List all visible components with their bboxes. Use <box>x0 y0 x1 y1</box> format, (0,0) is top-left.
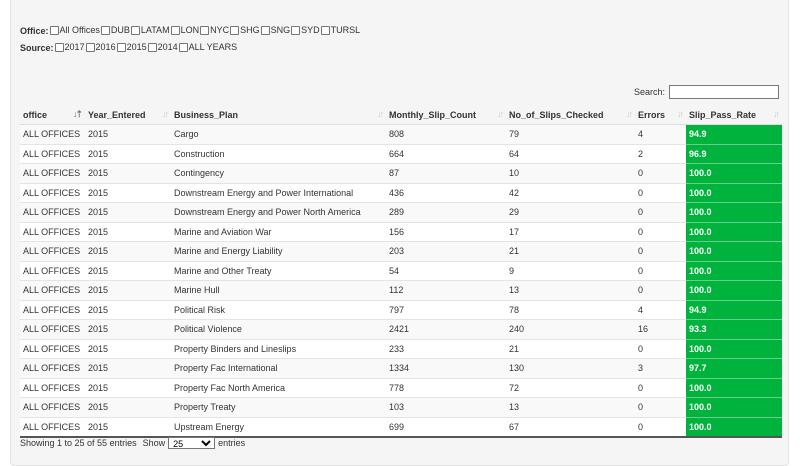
cell-office: ALL OFFICES <box>20 398 85 418</box>
cell-slip-pass-rate: 97.7 <box>686 359 782 379</box>
cell-no-of-slips-checked: 42 <box>506 183 635 203</box>
cell-monthly-slip-count: 203 <box>386 242 506 262</box>
source-option-2015[interactable] <box>117 42 147 52</box>
checkbox-icon[interactable] <box>321 26 330 35</box>
cell-monthly-slip-count: 808 <box>386 125 506 145</box>
cell-no-of-slips-checked: 240 <box>506 320 635 340</box>
table-row <box>20 144 782 164</box>
table-header-row <box>20 105 782 125</box>
cell-no-of-slips-checked: 130 <box>506 359 635 379</box>
cell-monthly-slip-count: 87 <box>386 164 506 184</box>
cell-office: ALL OFFICES <box>20 222 85 242</box>
column-header-label: Business_Plan <box>174 109 239 120</box>
checkbox-icon[interactable] <box>86 43 95 52</box>
source-option-label: 2014 <box>157 42 178 52</box>
office-option-tursl[interactable] <box>321 25 361 35</box>
cell-year-entered: 2015 <box>85 359 171 379</box>
cell-errors: 0 <box>635 339 686 359</box>
office-option-nyc[interactable] <box>200 25 229 35</box>
checkbox-icon[interactable] <box>230 26 239 35</box>
cell-slip-pass-rate: 100.0 <box>686 183 782 203</box>
table-row <box>20 281 782 301</box>
cell-business-plan: Political Violence <box>171 320 386 340</box>
source-filter <box>20 42 238 54</box>
cell-errors: 0 <box>635 242 686 262</box>
cell-business-plan: Upstream Energy <box>171 417 386 437</box>
cell-business-plan: Construction <box>171 144 386 164</box>
table-footer <box>20 437 245 449</box>
checkbox-icon[interactable] <box>117 43 126 52</box>
cell-office: ALL OFFICES <box>20 359 85 379</box>
column-header-label: Year_Entered <box>88 109 146 120</box>
sort-icon[interactable]: ↓↑ <box>677 109 682 119</box>
cell-no-of-slips-checked: 79 <box>506 125 635 145</box>
cell-office: ALL OFFICES <box>20 300 85 320</box>
cell-no-of-slips-checked: 64 <box>506 144 635 164</box>
cell-year-entered: 2015 <box>85 398 171 418</box>
table-row <box>20 398 782 418</box>
cell-no-of-slips-checked: 13 <box>506 398 635 418</box>
cell-business-plan: Downstream Energy and Power North America <box>171 203 386 223</box>
source-option-label: 2015 <box>126 42 147 52</box>
cell-slip-pass-rate: 100.0 <box>686 222 782 242</box>
office-option-label: All Offices <box>59 25 100 35</box>
sort-icon[interactable]: ↓↑ <box>626 109 631 119</box>
table-row <box>20 378 782 398</box>
cell-office: ALL OFFICES <box>20 339 85 359</box>
cell-errors: 0 <box>635 203 686 223</box>
cell-errors: 0 <box>635 398 686 418</box>
show-label: Show <box>142 438 166 448</box>
cell-business-plan: Property Treaty <box>171 398 386 418</box>
column-header-no-of-slips-checked[interactable] <box>506 105 635 125</box>
column-header-label: office <box>23 109 48 120</box>
cell-year-entered: 2015 <box>85 378 171 398</box>
cell-no-of-slips-checked: 72 <box>506 378 635 398</box>
cell-office: ALL OFFICES <box>20 183 85 203</box>
report-panel <box>10 0 789 466</box>
source-option-label: 2017 <box>64 42 85 52</box>
office-option-label: SYD <box>301 25 320 35</box>
cell-year-entered: 2015 <box>85 320 171 340</box>
column-header-label: Slip_Pass_Rate <box>689 109 757 120</box>
table-row <box>20 125 782 145</box>
cell-errors: 2 <box>635 144 686 164</box>
search-label: Search: <box>633 87 665 97</box>
source-filter-label: Source: <box>20 42 54 53</box>
office-option-label: LON <box>180 25 200 35</box>
checkbox-icon[interactable] <box>101 26 110 35</box>
cell-office: ALL OFFICES <box>20 320 85 340</box>
source-option-label: 2016 <box>95 42 116 52</box>
checkbox-icon[interactable] <box>179 43 188 52</box>
source-option-2017[interactable] <box>55 42 85 52</box>
cell-business-plan: Marine and Energy Liability <box>171 242 386 262</box>
cell-no-of-slips-checked: 67 <box>506 417 635 437</box>
table-row <box>20 242 782 262</box>
table-row <box>20 339 782 359</box>
source-option-label: ALL YEARS <box>188 42 238 52</box>
table-row <box>20 261 782 281</box>
cell-business-plan: Marine Hull <box>171 281 386 301</box>
cell-errors: 0 <box>635 164 686 184</box>
cell-errors: 4 <box>635 300 686 320</box>
cell-monthly-slip-count: 436 <box>386 183 506 203</box>
cell-year-entered: 2015 <box>85 183 171 203</box>
cell-monthly-slip-count: 797 <box>386 300 506 320</box>
cell-monthly-slip-count: 156 <box>386 222 506 242</box>
cell-year-entered: 2015 <box>85 125 171 145</box>
cell-errors: 0 <box>635 417 686 437</box>
cell-errors: 0 <box>635 281 686 301</box>
cell-year-entered: 2015 <box>85 339 171 359</box>
cell-monthly-slip-count: 112 <box>386 281 506 301</box>
office-filter <box>20 25 361 37</box>
cell-slip-pass-rate: 100.0 <box>686 398 782 418</box>
cell-business-plan: Property Fac North America <box>171 378 386 398</box>
office-option-syd[interactable] <box>291 25 320 35</box>
table-row <box>20 203 782 223</box>
cell-business-plan: Marine and Aviation War <box>171 222 386 242</box>
checkbox-icon[interactable] <box>55 43 64 52</box>
column-header-label: No_of_Slips_Checked <box>509 109 604 120</box>
cell-business-plan: Property Fac International <box>171 359 386 379</box>
checkbox-icon[interactable] <box>171 26 180 35</box>
column-header-label: Errors <box>638 109 666 120</box>
cell-slip-pass-rate: 100.0 <box>686 261 782 281</box>
cell-year-entered: 2015 <box>85 417 171 437</box>
cell-no-of-slips-checked: 17 <box>506 222 635 242</box>
column-header-business-plan[interactable] <box>171 105 386 125</box>
cell-monthly-slip-count: 233 <box>386 339 506 359</box>
cell-errors: 4 <box>635 125 686 145</box>
checkbox-icon[interactable] <box>50 26 59 35</box>
cell-slip-pass-rate: 94.9 <box>686 125 782 145</box>
table-row <box>20 359 782 379</box>
table-row <box>20 300 782 320</box>
office-filter-label: Office: <box>20 25 49 36</box>
cell-monthly-slip-count: 103 <box>386 398 506 418</box>
table-row <box>20 417 782 437</box>
cell-no-of-slips-checked: 21 <box>506 339 635 359</box>
cell-office: ALL OFFICES <box>20 242 85 262</box>
cell-slip-pass-rate: 100.0 <box>686 164 782 184</box>
cell-no-of-slips-checked: 9 <box>506 261 635 281</box>
cell-monthly-slip-count: 289 <box>386 203 506 223</box>
cell-year-entered: 2015 <box>85 144 171 164</box>
sort-icon[interactable]: ↓↑ <box>497 109 502 119</box>
column-header-label: Monthly_Slip_Count <box>389 109 476 120</box>
office-option-label: TURSL <box>330 25 361 35</box>
column-header-monthly-slip-count[interactable] <box>386 105 506 125</box>
sort-icon[interactable]: ↓↑ <box>773 109 778 119</box>
cell-monthly-slip-count: 1334 <box>386 359 506 379</box>
cell-office: ALL OFFICES <box>20 417 85 437</box>
cell-slip-pass-rate: 100.0 <box>686 203 782 223</box>
sort-ascending-icon[interactable]: ↓⇡ <box>72 109 81 119</box>
cell-business-plan: Political Risk <box>171 300 386 320</box>
cell-slip-pass-rate: 94.9 <box>686 300 782 320</box>
office-option-label: DUB <box>110 25 130 35</box>
office-option-shg[interactable] <box>230 25 260 35</box>
search-input[interactable] <box>669 85 779 99</box>
cell-errors: 16 <box>635 320 686 340</box>
office-option-label: LATAM <box>140 25 170 35</box>
cell-slip-pass-rate: 100.0 <box>686 339 782 359</box>
table-row <box>20 320 782 340</box>
checkbox-icon[interactable] <box>200 26 209 35</box>
table-row <box>20 222 782 242</box>
cell-office: ALL OFFICES <box>20 144 85 164</box>
cell-business-plan: Marine and Other Treaty <box>171 261 386 281</box>
cell-slip-pass-rate: 100.0 <box>686 281 782 301</box>
cell-errors: 0 <box>635 378 686 398</box>
cell-year-entered: 2015 <box>85 164 171 184</box>
source-option-2014[interactable] <box>148 42 178 52</box>
office-option-all-offices[interactable] <box>50 25 100 35</box>
cell-monthly-slip-count: 699 <box>386 417 506 437</box>
cell-business-plan: Property Binders and Lineslips <box>171 339 386 359</box>
cell-year-entered: 2015 <box>85 300 171 320</box>
cell-slip-pass-rate: 96.9 <box>686 144 782 164</box>
cell-year-entered: 2015 <box>85 203 171 223</box>
cell-monthly-slip-count: 2421 <box>386 320 506 340</box>
office-option-label: NYC <box>210 25 230 35</box>
sort-icon[interactable]: ↓↑ <box>162 109 167 119</box>
column-header-year-entered[interactable] <box>85 105 171 125</box>
cell-slip-pass-rate: 100.0 <box>686 242 782 262</box>
source-option-2016[interactable] <box>86 42 116 52</box>
cell-errors: 0 <box>635 183 686 203</box>
cell-office: ALL OFFICES <box>20 378 85 398</box>
cell-monthly-slip-count: 778 <box>386 378 506 398</box>
cell-no-of-slips-checked: 21 <box>506 242 635 262</box>
office-option-label: SNG <box>270 25 291 35</box>
cell-errors: 3 <box>635 359 686 379</box>
cell-office: ALL OFFICES <box>20 261 85 281</box>
table-row <box>20 164 782 184</box>
cell-no-of-slips-checked: 29 <box>506 203 635 223</box>
search-box <box>634 85 779 99</box>
cell-office: ALL OFFICES <box>20 125 85 145</box>
cell-business-plan: Cargo <box>171 125 386 145</box>
cell-year-entered: 2015 <box>85 281 171 301</box>
column-header-office[interactable] <box>20 105 85 125</box>
cell-slip-pass-rate: 100.0 <box>686 417 782 437</box>
cell-errors: 0 <box>635 222 686 242</box>
table-info: Showing 1 to 25 of 55 entries <box>20 438 137 448</box>
source-option-all-years[interactable] <box>179 42 238 52</box>
cell-no-of-slips-checked: 10 <box>506 164 635 184</box>
checkbox-icon[interactable] <box>291 26 300 35</box>
cell-office: ALL OFFICES <box>20 164 85 184</box>
cell-slip-pass-rate: 100.0 <box>686 378 782 398</box>
office-option-dub[interactable] <box>101 25 130 35</box>
office-option-sng[interactable] <box>261 25 291 35</box>
cell-year-entered: 2015 <box>85 222 171 242</box>
cell-no-of-slips-checked: 13 <box>506 281 635 301</box>
cell-year-entered: 2015 <box>85 261 171 281</box>
office-option-latam[interactable] <box>131 25 170 35</box>
cell-monthly-slip-count: 54 <box>386 261 506 281</box>
checkbox-icon[interactable] <box>261 26 270 35</box>
column-header-slip-pass-rate[interactable] <box>686 105 782 125</box>
page-length-select[interactable] <box>168 437 215 449</box>
cell-no-of-slips-checked: 78 <box>506 300 635 320</box>
cell-business-plan: Downstream Energy and Power International <box>171 183 386 203</box>
cell-office: ALL OFFICES <box>20 281 85 301</box>
cell-business-plan: Contingency <box>171 164 386 184</box>
cell-errors: 0 <box>635 261 686 281</box>
sort-icon[interactable]: ↓↑ <box>377 109 382 119</box>
column-header-errors[interactable] <box>635 105 686 125</box>
table-row <box>20 183 782 203</box>
checkbox-icon[interactable] <box>148 43 157 52</box>
cell-monthly-slip-count: 664 <box>386 144 506 164</box>
office-option-label: SHG <box>240 25 260 35</box>
cell-slip-pass-rate: 93.3 <box>686 320 782 340</box>
cell-office: ALL OFFICES <box>20 203 85 223</box>
slip-data-table <box>20 105 782 438</box>
entries-label: entries <box>218 438 246 448</box>
checkbox-icon[interactable] <box>131 26 140 35</box>
office-option-lon[interactable] <box>171 25 200 35</box>
cell-year-entered: 2015 <box>85 242 171 262</box>
